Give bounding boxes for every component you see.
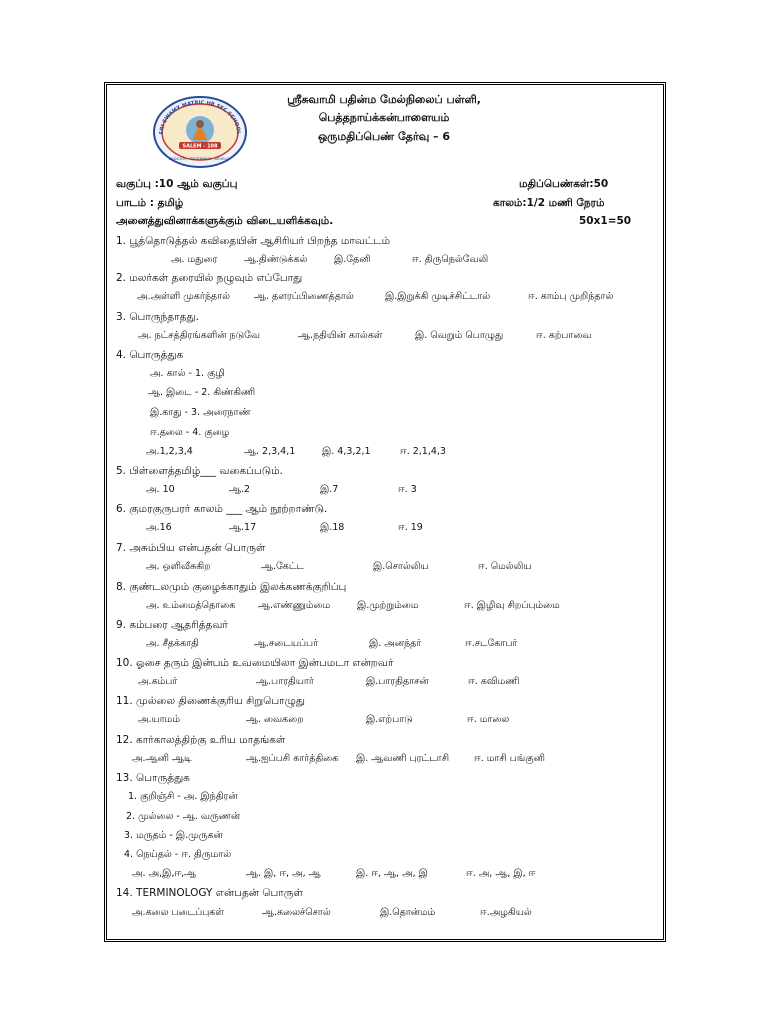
option: இ.முற்றும்மை: [357, 600, 419, 611]
option: இ. அனந்தர்: [369, 638, 422, 649]
marks-scheme: 50x1=50: [579, 215, 632, 227]
match-row: இ.காது - 3. அரைநாண்: [150, 407, 251, 418]
option: அ. ஒளிவீசுகிற: [146, 561, 211, 572]
option: அ. 10: [146, 484, 175, 495]
option: அ.கலை படைப்புகள்: [132, 907, 224, 918]
match-row: ஈ.தலை - 4. குழை: [150, 427, 230, 438]
option: அ.1,2,3,4: [146, 446, 193, 457]
option: ஆ.17: [229, 522, 257, 533]
question-text: 2. மலர்கள் தரையில் நழுவும் எப்போது: [116, 272, 303, 284]
option: ஆ.எண்ணும்மை: [258, 600, 331, 611]
option: அ.ஆனி ஆடி: [132, 753, 192, 764]
option: இ. 4,3,2,1: [322, 446, 371, 457]
option: ஈ. மாலை: [467, 714, 510, 725]
instruction: அனைத்துவினாக்களுக்கும் விடையளிக்கவும்.: [116, 215, 334, 227]
option: ஆ. 2,3,4,1: [244, 446, 296, 457]
option: ஆ.கலைச்சொல்: [262, 907, 331, 918]
option: ஆ. வைகறை: [246, 714, 304, 725]
option: ஈ. மெல்லிய: [478, 561, 532, 572]
option: ஆ.ஐப்பசி கார்த்திகை: [246, 753, 339, 764]
option: ஈ. மாசி பங்குனி: [474, 753, 545, 764]
option: அ. சீதக்காதி: [146, 638, 199, 649]
match-row: 2. முல்லை - ஆ. வருணன்: [126, 811, 241, 822]
question-text: 12. கார்காலத்திற்கு உரிய மாதங்கள்: [116, 734, 286, 746]
option: ஆ.நதியின் கால்கள்: [298, 330, 383, 341]
option: இ.எற்பாடு: [366, 714, 413, 725]
option: இ.தேனி: [334, 254, 371, 265]
question-text: 1. பூத்தொடுத்தல் கவிதையின் ஆசிரியர் பிறந்த மாவட்டம்: [116, 235, 391, 247]
logo-bottom-text: SALEM - 108: [182, 143, 218, 150]
option: அ.அள்ளி முகர்ந்தால்: [137, 291, 230, 302]
option: ஆ.திண்டுக்கல்: [244, 254, 308, 265]
logo-top-text: SRI SWAMY MATRIC HR SEC SCHOOL: [158, 99, 242, 135]
option: ஈ. 3: [398, 484, 417, 495]
option: ஆ. தளரப்பிணைத்தால்: [254, 291, 354, 302]
option: இ.7: [320, 484, 339, 495]
match-row: 1. குறிஞ்சி - அ. இந்திரன்: [128, 791, 238, 802]
option: ஆ. இ, ஈ, அ, ஆ: [246, 868, 321, 879]
option: அ.யாமம்: [138, 714, 180, 725]
question-text: 11. முல்லை திணைக்குரிய சிறுபொழுது: [116, 695, 305, 707]
option: ஆ.2: [229, 484, 251, 495]
option: ஈ.அழகியல்: [480, 907, 532, 918]
time-label: காலம்:1/2 மணி நேரம்: [493, 197, 605, 209]
question-text: 9. கம்பரை ஆதரித்தவர்: [116, 619, 228, 631]
option: ஈ. 2,1,4,3: [400, 446, 446, 457]
question-text: 7. அசும்பிய என்பதன் பொருள்: [116, 542, 266, 554]
option: இ.பாரதிதாசன்: [366, 676, 429, 687]
option: இ.சொல்லிய: [373, 561, 429, 572]
marks-label: மதிப்பெண்கள்:50: [519, 178, 609, 190]
question-text: 8. குண்டலமும் குழைக்காதும் இலக்கணக்குறிப்பு: [116, 581, 347, 593]
option: இ.இறுக்கி முடிச்சிட்டால்: [385, 291, 491, 302]
match-row: அ. கால் - 1. குழி: [150, 368, 225, 379]
option: இ. வெறும் பொழுது: [415, 330, 504, 341]
option: அ. நட்சத்திரங்களின் நடுவே: [138, 330, 260, 341]
option: ஈ. திருநெல்வேலி: [412, 254, 489, 265]
option: இ.தொன்மம்: [380, 907, 436, 918]
option: ஈ. அ, ஆ, இ, ஈ: [466, 868, 536, 879]
subject-label: பாடம் : தமிழ்: [116, 197, 184, 209]
option: ஈ. கவிமணி: [468, 676, 520, 687]
question-text: 4. பொருத்துக: [116, 349, 184, 361]
logo-motto: DEDICATE · DETERMINE · DEVELOP: [168, 157, 232, 161]
class-label: வகுப்பு :10 ஆம் வகுப்பு: [116, 178, 238, 190]
option: ஈ. கற்பாவை: [536, 330, 592, 341]
option: ஈ.சடகோபர்: [465, 638, 518, 649]
match-row: 4. நெய்தல் - ஈ. திருமால்: [124, 849, 232, 860]
option: இ. ஆவணி புரட்டாசி: [356, 753, 450, 764]
question-text: 5. பிள்ளைத்தமிழ்___ வகைப்படும்.: [116, 465, 283, 477]
option: இ.18: [320, 522, 345, 533]
question-text: 14. TERMINOLOGY என்பதன் பொருள்: [116, 887, 303, 899]
option: அ.கம்பர்: [138, 676, 178, 687]
match-row: ஆ. இடை - 2. கிண்கிணி: [148, 387, 256, 398]
option: ஈ. காம்பு முறிந்தால்: [528, 291, 614, 302]
option: ஈ. இழிவு சிறப்பும்மை: [464, 600, 560, 611]
option: ஈ. 19: [398, 522, 423, 533]
question-text: 3. பொருந்தாதது.: [116, 311, 199, 323]
option: ஆ.பாரதியார்: [256, 676, 314, 687]
question-text: 10. ஓசை தரும் இன்பம் உவமையிலா இன்பமடா என்றவர்: [116, 657, 394, 669]
exam-title: ஒருமதிப்பெண் தேர்வு – 6: [317, 130, 451, 143]
school-place: பெத்தநாய்க்கன்பாளையம்: [318, 111, 450, 124]
option: அ. மதுரை: [171, 254, 218, 265]
option: ஆ.சடையப்பர்: [254, 638, 319, 649]
question-text: 13. பொருத்துக: [116, 772, 190, 784]
match-row: 3. மருதம் - இ.முருகன்: [124, 830, 223, 841]
option: இ. ஈ, ஆ, அ, இ: [356, 868, 428, 879]
option: அ. அ,இ,ஈ,ஆ: [132, 868, 197, 879]
option: அ. உம்மைத்தொகை: [146, 600, 236, 611]
school-name: ஸ்ரீசுவாமி பதின்ம மேல்நிலைப் பள்ளி,: [287, 93, 481, 106]
option: அ.16: [146, 522, 172, 533]
question-text: 6. குமரகுருபரர் காலம் ___ ஆம் நூற்றாண்டு.: [116, 503, 328, 515]
option: ஆ.கேட்ட: [261, 561, 304, 572]
